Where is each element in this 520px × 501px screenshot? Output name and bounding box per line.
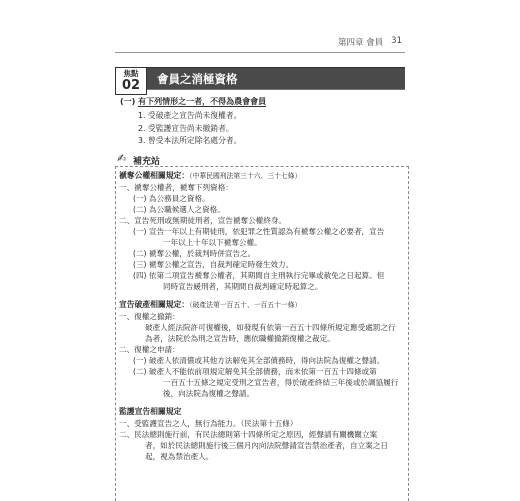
supplement-line: 一、復權之撤銷：: [119, 312, 180, 321]
disqualification-heading: [120, 96, 266, 107]
pen-writing-icon: ✍: [117, 152, 127, 165]
section-title: 會員之消極資格: [157, 72, 238, 86]
page-number: 31: [391, 36, 402, 46]
supplement-line: 起，視為禁治產人。: [145, 452, 214, 461]
heading-underlined: 有下列情形之一者，不得為農會會員: [138, 97, 267, 106]
page-header: [338, 36, 402, 48]
supplement-line: 後，向法院為復權之聲請。: [163, 389, 255, 398]
supplement-line: 一、褫奪公權者，褫奪下列資格：: [119, 183, 233, 192]
supplement-line: 一、受監護宣告之人，無行為能力。（民法第十五條）: [119, 419, 298, 428]
header-rule: [115, 52, 405, 53]
supplement-line: 一年以上十年以下褫奪公權。: [163, 238, 262, 247]
supplement-line: (二) 為公職候選人之資格。: [133, 205, 225, 214]
supplement-section-title: [119, 299, 405, 311]
supplement-section-title: [119, 406, 405, 418]
focus-point-label: 焦點: [123, 69, 139, 78]
supplement-line: (四) 依第二項宣告褫奪公權者，其期間自主刑執行完畢或赦免之日起算。但: [133, 271, 385, 280]
section-title-text: 宣告破產相關規定：: [119, 300, 190, 309]
section-title-text: 監護宣告相關規定: [119, 407, 182, 416]
supplement-line: 者，如於民法總則施行後三個月內向法院聲請宣告禁治產者，自立案之日: [145, 441, 388, 450]
supplement-line: (三) 褫奪公權之宣告，自裁判確定時發生效力。: [133, 260, 294, 269]
focus-point-badge: [115, 67, 147, 95]
supplement-line: (二) 褫奪公權，於裁判時併宣告之。: [133, 249, 256, 258]
title-underline: [147, 89, 405, 90]
list-item: 1. 受破產之宣告尚未復權者。: [138, 111, 242, 120]
supplement-line: 同時宣告緩刑者，其期間自裁判確定時起算之。: [163, 282, 323, 291]
supplement-line: (一) 宣告一年以上有期徒刑，依犯罪之性質認為有褫奪公權之必要者，宣告: [133, 227, 385, 236]
law-citation: （破產法第一百五十、一百五十一條）: [189, 301, 302, 309]
focus-point-number: 02: [121, 77, 141, 93]
supplement-line: 二、民法總則施行前，有民法總則第十四條所定之原因，經聲請有關機關立案: [119, 430, 378, 439]
supplement-line: 二、復權之申請：: [119, 345, 180, 354]
supplement-line: 破產人經法院許可復權後，如發現有依第一百五十四條所規定應受處罰之行: [145, 323, 396, 332]
section-gap: [119, 399, 405, 406]
heading-prefix: (一): [120, 97, 139, 106]
list-item: 2. 受監護宣告尚未撤銷者。: [138, 123, 234, 133]
supplement-line: 二、宣告死刑或無期徒刑者，宣告褫奪公權終身。: [119, 216, 287, 225]
chapter-title: 第四章 會員: [337, 38, 384, 48]
list-item: 3. 曾受本法所定除名處分者。: [138, 136, 242, 145]
supplement-content: [119, 170, 405, 462]
supplement-line: (二) 破產人不能依前項規定解免其全部債務，而未依第一百五十四條或第: [133, 367, 377, 376]
supplement-line: 一百五十五條之規定受刑之宣告者，得於破產終結三年後或於調協履行: [163, 378, 399, 387]
section-title-bar: [147, 67, 405, 89]
law-citation: （中華民國刑法第三十六、三十七條）: [189, 172, 302, 180]
section-title-text: 褫奪公權相關規定：: [119, 171, 190, 180]
supplement-section-title: [119, 170, 405, 182]
supplement-line: (一) 破產人依清償或其他方法解免其全部債務時，得向法院為復權之聲請。: [133, 356, 385, 365]
disqualification-list: [120, 96, 266, 148]
supplement-title: 補充站: [133, 157, 161, 167]
supplement-line: (一) 為公務員之資格。: [133, 194, 210, 203]
section-gap: [119, 292, 405, 299]
supplement-line: 為者，法院於為刑之宣告時，應依職權撤銷復權之裁定。: [145, 334, 335, 343]
